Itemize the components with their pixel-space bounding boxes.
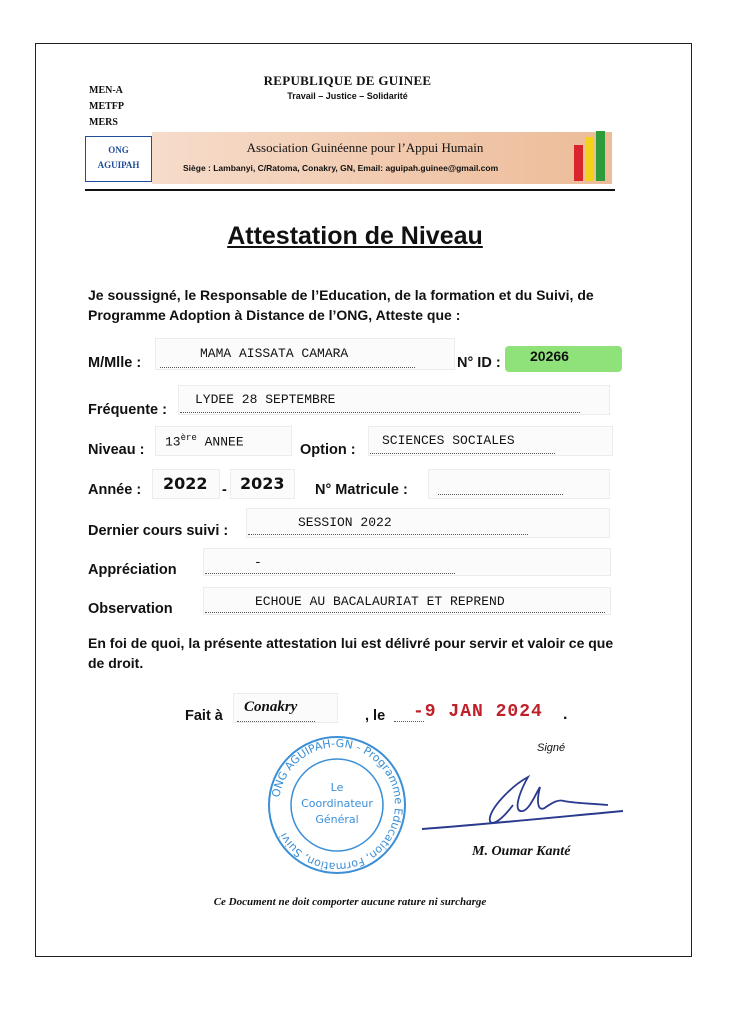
matricule-dotted-line: [438, 494, 563, 495]
name-value: MAMA AISSATA CAMARA: [200, 346, 349, 361]
level-label: Niveau :: [88, 442, 145, 458]
place-dotted-line: [237, 721, 315, 722]
appreciation-label: Appréciation: [88, 562, 177, 578]
option-label: Option :: [300, 442, 356, 458]
school-dotted-line: [180, 412, 580, 413]
handwritten-signature: [418, 765, 628, 837]
republic-motto: Travail – Justice – Solidarité: [287, 91, 408, 101]
option-dotted-line: [370, 453, 555, 454]
association-name: Association Guinéenne pour l’Appui Humain: [246, 140, 484, 155]
option-value: SCIENCES SOCIALES: [382, 433, 515, 448]
footer-note: Ce Document ne doit comporter aucune rature ni surcharge: [213, 896, 487, 908]
school-label: Fréquente :: [88, 402, 167, 418]
document-title: Attestation de Niveau: [227, 222, 483, 250]
name-dotted-line: [160, 367, 415, 368]
logo-line-2: AGUIPAH: [97, 160, 140, 170]
signatory-name: M. Oumar Kanté: [472, 844, 571, 859]
school-value: LYDEE 28 SEPTEMBRE: [195, 392, 336, 407]
signed-label: Signé: [537, 742, 566, 754]
stamp-center-line-2: Coordinateur: [301, 797, 373, 810]
stamp-center-line-1: Le: [330, 781, 344, 794]
observation-label: Observation: [88, 601, 173, 617]
logo-line-1: ONG: [108, 145, 129, 155]
name-label: M/Mlle :: [88, 355, 142, 371]
appreciation-field: [203, 548, 611, 576]
republic-title: REPUBLIQUE DE GUINEE: [263, 73, 432, 88]
stamp-ring-text: ONG AGUIPAH-GN - Programme Education, Formation, Suivi: [269, 736, 406, 874]
id-label: N° ID :: [457, 355, 501, 371]
observation-dotted-line: [205, 612, 605, 613]
level-value: [165, 433, 244, 449]
year-start: 2022: [163, 474, 208, 493]
closing-paragraph: En foi de quoi, la présente attestation lui est délivré pour servir et valoir ce que de droit.: [88, 635, 614, 671]
association-address: Siège : Lambanyi, C/Ratoma, Conakry, GN, Email: aguipah.guinee@gmail.com: [183, 163, 499, 173]
ministry-2: METFP: [89, 101, 124, 112]
date-label: , le: [365, 708, 386, 724]
observation-value: ECHOUE AU BACALAURIAT ET REPREND: [255, 594, 505, 609]
level-number: 13: [165, 434, 181, 450]
ministry-3: MERS: [89, 117, 118, 128]
ministry-1: MEN-A: [89, 85, 123, 96]
header-divider: [85, 189, 615, 191]
ong-logo: [85, 136, 152, 182]
matricule-label: N° Matricule :: [315, 482, 408, 498]
ministries-list: [89, 83, 124, 131]
level-suffix: ère: [180, 433, 197, 443]
place-value: Conakry: [244, 699, 298, 715]
appreciation-value: -: [254, 555, 262, 570]
course-dotted-line: [248, 534, 528, 535]
course-label: Dernier cours suivi :: [88, 523, 229, 539]
id-value: 20266: [530, 348, 569, 364]
organization-stamp: [262, 735, 412, 875]
place-label: Fait à: [185, 708, 223, 724]
level-rest: ANNEE: [196, 434, 244, 450]
year-separator: -: [222, 482, 227, 498]
guinea-flag-icon: [574, 131, 611, 181]
intro-paragraph: Je soussigné, le Responsable de l’Education, de la formation et du Suivi, de Programme Adoption à Distance de l’ONG, Atteste que :: [88, 287, 594, 323]
date-trailing-dot: .: [563, 706, 568, 723]
year-label: Année :: [88, 482, 142, 498]
stamp-center-line-3: Général: [315, 813, 359, 826]
appreciation-dotted-line: [205, 573, 455, 574]
course-value: SESSION 2022: [298, 515, 392, 530]
date-stamp: -9 JAN 2024: [413, 702, 543, 722]
year-end: 2023: [240, 474, 285, 493]
